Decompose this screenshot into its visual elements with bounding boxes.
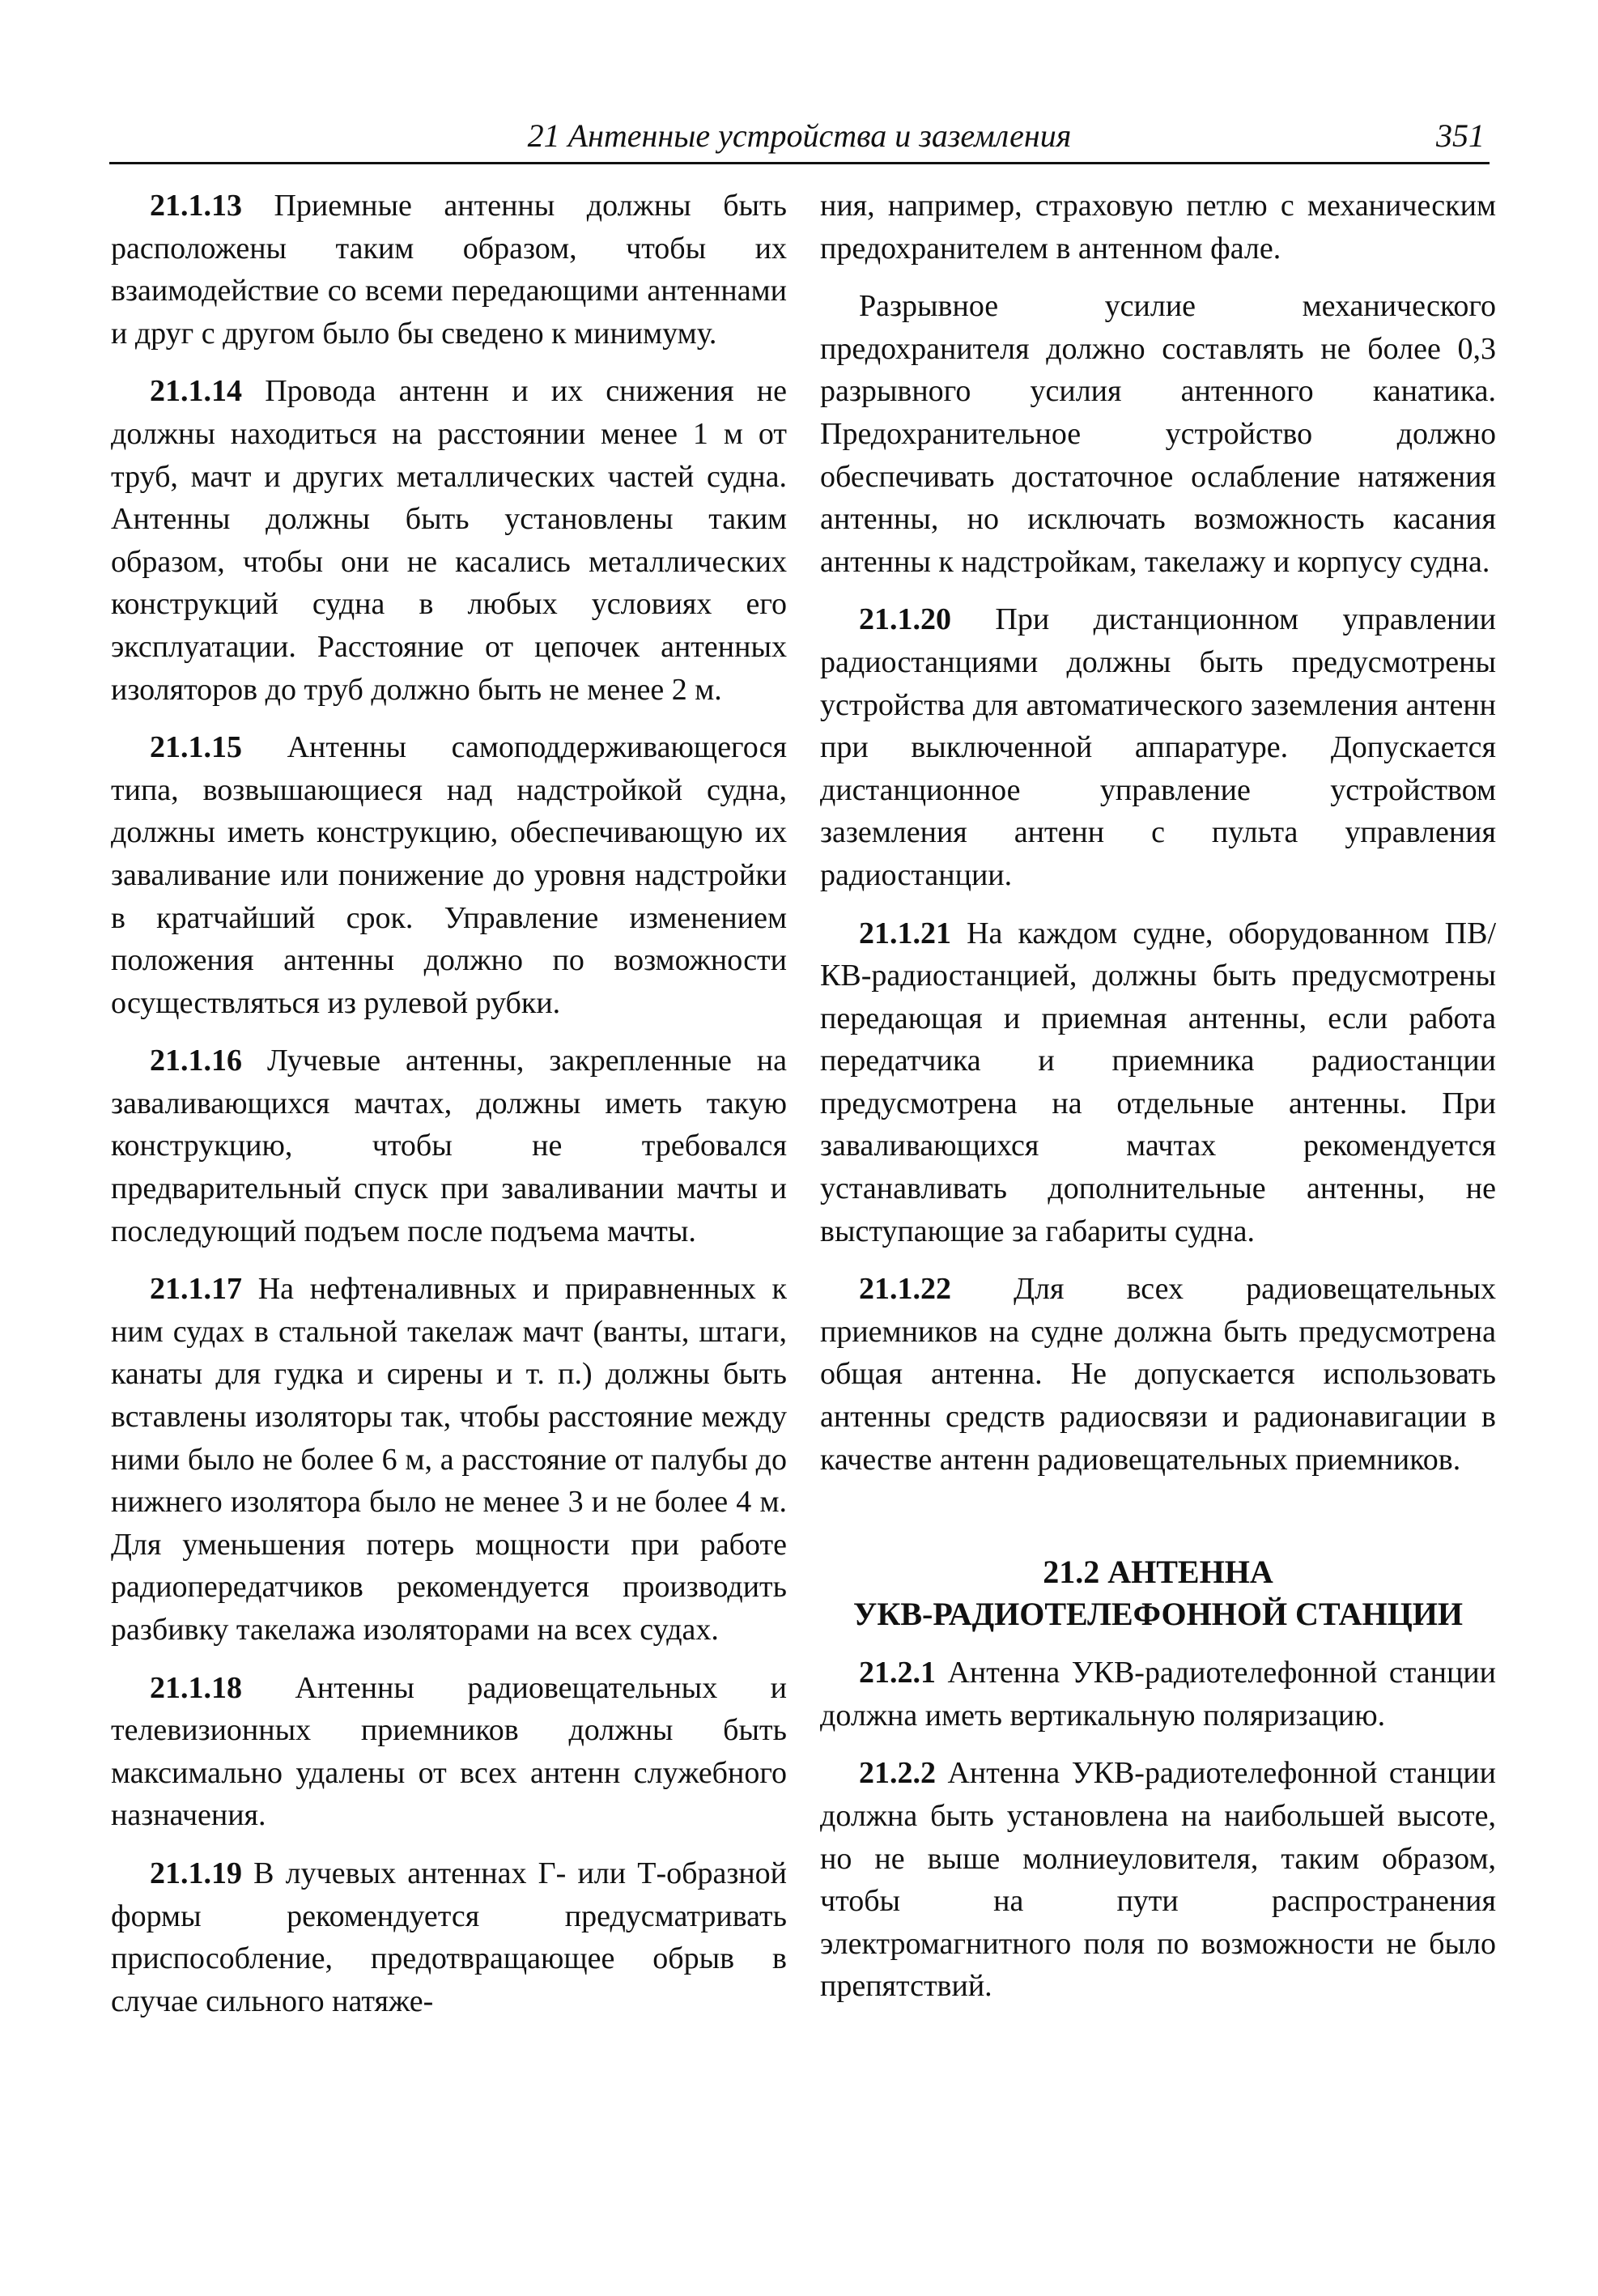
clause-number: 21.2.2 (859, 1756, 936, 1791)
clause-text: Антенна УКВ-радиотелефонной станции должна быть установлена на наибольшей высоте, но не выше молниеуловителя, таким образом, чтобы на пути распространения электромагнитного поля по возможности не было препятствий. (820, 1756, 1496, 2004)
clause-number: 21.1.14 (150, 374, 242, 409)
paragraph-21-1-21 (820, 912, 1496, 1253)
clause-number: 21.1.17 (150, 1272, 242, 1307)
section-heading-line-2: УКВ-РАДИОТЕЛЕФОННОЙ СТАНЦИИ (853, 1596, 1463, 1633)
paragraph-breaking-force: Разрывное усилие механического предохранителя должно составлять не более 0,3 разрывного усилия антенного канатика. Предохранительное устройство должно обеспечивать достаточное ослабление натяжения антенны, но исключать возможность касания антенны к надстройкам, такелажу и корпусу судна. (820, 289, 1496, 579)
paragraph-21-1-14 (111, 370, 787, 711)
section-heading-line-1: 21.2 АНТЕННА (1043, 1554, 1273, 1591)
paragraph-21-2-1 (820, 1652, 1496, 1737)
clause-text: Антенна УКВ-радиотелефонной станции должна иметь вертикальную поляризацию. (820, 1656, 1496, 1733)
left-column (111, 185, 787, 2038)
clause-text: При дистанционном управлении радиостанциями должны быть предусмотрены устройства для автоматического заземления антенн при выключенной аппаратуре. Допускается дистанционное управление устройством заземления антенн с пульта управления радиостанции. (820, 602, 1496, 892)
clause-text: На каждом судне, оборудованном ПВ/КВ-радиостанцией, должны быть предусмотрены передающая и приемная антенны, если работа передатчика и приемника радиостанции предусмотрена на отдельные антенны. При заваливающихся мачтах рекомендуется устанавливать дополнительные антенны, не выступающие за габариты судна. (820, 916, 1496, 1248)
clause-text: Для всех радиовещательных приемников на судне должна быть предусмотрена общая антенна. Не допускается использовать антенны средств радиосвязи и радионавигации в качестве антенн радиовещательных приемников. (820, 1272, 1496, 1477)
paragraph-21-1-18 (111, 1667, 787, 1837)
clause-number: 21.1.19 (150, 1856, 242, 1890)
paragraph-21-1-17 (111, 1268, 787, 1651)
running-header (109, 112, 1490, 164)
clause-text: Приемные антенны должны быть расположены таким образом, чтобы их взаимодействие со всеми передающими антеннами и друг с другом было бы сведено к минимуму. (111, 189, 787, 351)
clause-number: 21.2.1 (859, 1656, 936, 1690)
clause-number: 21.1.22 (859, 1272, 951, 1307)
clause-number: 21.1.15 (150, 730, 242, 765)
clause-number: 21.1.20 (859, 602, 951, 637)
paragraph-21-1-16 (111, 1040, 787, 1252)
paragraph-21-1-19 (111, 1852, 787, 2022)
clause-number: 21.1.16 (150, 1044, 242, 1078)
clause-number: 21.1.21 (859, 916, 951, 950)
paragraph-21-1-13 (111, 185, 787, 355)
paragraph-21-1-22 (820, 1268, 1496, 1481)
clause-text: Антенны самоподдерживающегося типа, возвышающиеся над надстройкой судна, должны иметь конструкцию, обеспечивающую их заваливание или понижение до уровня надстройки в кратчайший срок. Управление изменением положения антенны должно по возможности осуществляться из рулевой рубки. (111, 730, 787, 1020)
clause-number: 21.1.13 (150, 189, 242, 223)
clause-text: Провода антенн и их снижения не должны находиться на расстоянии менее 1 м от труб, мачт и других металлических частей судна. Антенны должны быть установлены таким образом, чтобы они не касались металлических конструкций судна в любых условиях его эксплуатации. Расстояние от цепочек антенных изоляторов до труб должно быть не менее 2 м. (111, 374, 787, 707)
paragraph-21-1-20 (820, 598, 1496, 896)
clause-text: В лучевых антеннах Г- или Т-образной формы рекомендуется предусматривать приспособление, предотвращающее обрыв в случае сильного натяже- (111, 1856, 787, 2018)
right-column (820, 185, 1496, 2023)
clause-text: На нефтеналивных и приравненных к ним судах в стальной такелаж мачт (ванты, штаги, канаты для гудка и сирены и т. п.) должны быть вставлены изоляторы так, чтобы расстояние между ними было не более 6 м, а расстояние от палубы до нижнего изолятора было не менее 3 и не более 4 м. Для уменьшения потерь мощности при работе радиопередатчиков рекомендуется производить разбивку такелажа изоляторами на всех судах. (111, 1272, 787, 1647)
section-heading-21-2 (820, 1551, 1496, 1635)
running-header-title: 21 Антенные устройства и заземления (527, 117, 1072, 154)
paragraph-21-2-2 (820, 1752, 1496, 2008)
page-number: 351 (1436, 117, 1485, 154)
clause-text: Лучевые антенны, закрепленные на заваливающихся мачтах, должны иметь такую конструкцию, чтобы не требовался предварительный спуск при заваливании мачты и последующий подъем после подъема мачты. (111, 1044, 787, 1248)
paragraph-21-1-15 (111, 726, 787, 1024)
paragraph-continuation: ния, например, страховую петлю с механическим предохранителем в антенном фале. (820, 189, 1496, 266)
clause-number: 21.1.18 (150, 1670, 242, 1705)
clause-text: Антенны радиовещательных и телевизионных приемников должны быть максимально удалены от всех антенн служебного назначения. (111, 1670, 787, 1833)
